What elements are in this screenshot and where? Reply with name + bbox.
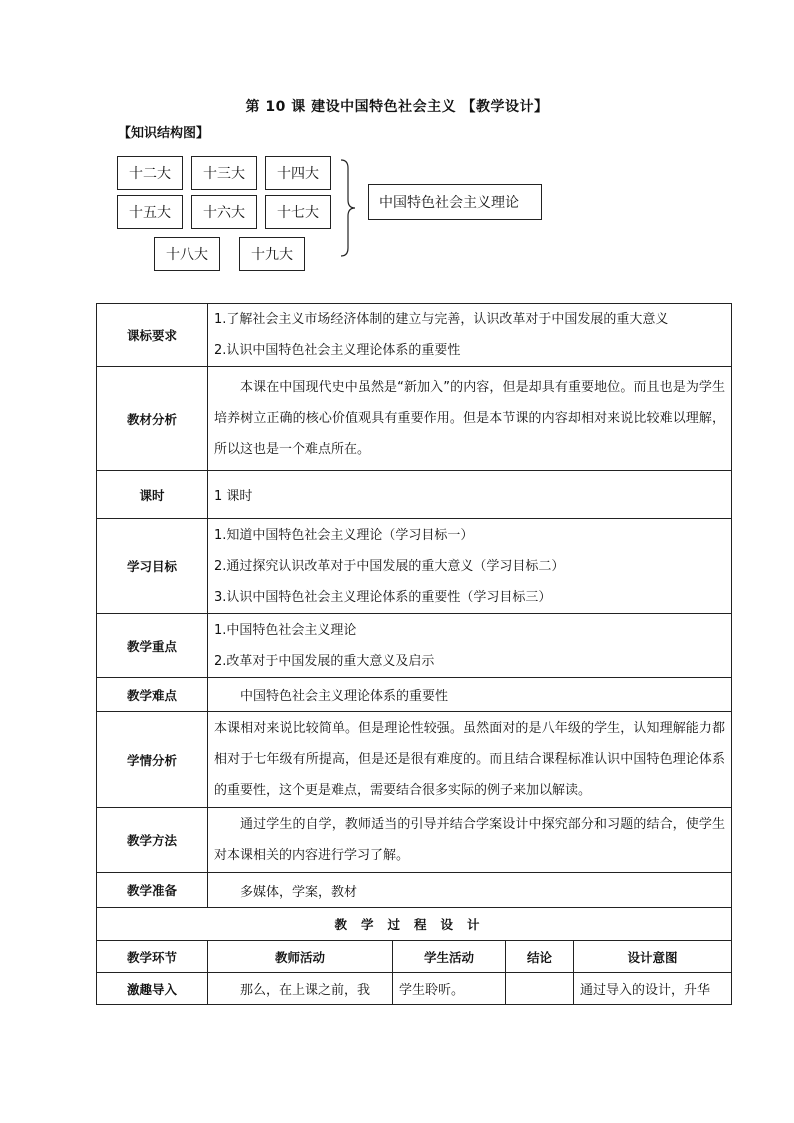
- process-header-row: [97, 941, 732, 973]
- goals-row: [97, 519, 732, 614]
- standards-line-2: 2.认识中国特色社会主义理论体系的重要性: [214, 343, 461, 358]
- column-header-conclusion: 结论: [506, 941, 574, 973]
- knowledge-structure-label: 【知识结构图】: [118, 126, 210, 141]
- standards-label: 课标要求: [97, 304, 208, 367]
- congress-box-12: 十二大: [117, 156, 183, 190]
- process-title-row: [97, 908, 732, 941]
- congress-box-16: 十六大: [191, 195, 257, 229]
- congress-box-17: 十七大: [265, 195, 331, 229]
- theory-box: 中国特色社会主义理论: [368, 184, 542, 220]
- process-title: 教学过程设计: [97, 908, 732, 941]
- prep-value: 多媒体，学案，教材: [208, 873, 732, 908]
- hours-row: [97, 471, 732, 519]
- key-points-content: [208, 614, 732, 678]
- method-row: [97, 808, 732, 873]
- process-row-intro: [97, 973, 732, 1005]
- material-text: 本课在中国现代史中虽然是“新加入”的内容，但是却具有重要地位。而且也是为学生培养树立正确的核心价值观具有重要作用。但是本节课的内容却相对来说比较难以理解，所以这也是一个难点所在。: [208, 367, 732, 471]
- key-point-line-1: 1.中国特色社会主义理论: [214, 622, 357, 638]
- key-point-line-2: 2.改革对于中国发展的重大意义及启示: [214, 653, 435, 669]
- teacher-activity-cell: 那么，在上课之前，我: [208, 973, 393, 1005]
- congress-box-14: 十四大: [265, 156, 331, 190]
- analysis-label: 学情分析: [97, 712, 208, 808]
- congress-box-19: 十九大: [239, 237, 305, 271]
- right-brace-icon: [338, 158, 360, 258]
- column-header-teacher: 教师活动: [208, 941, 393, 973]
- key-points-label: 教学重点: [97, 614, 208, 678]
- goal-line-3: 3.认识中国特色社会主义理论体系的重要性（学习目标三）: [214, 589, 552, 605]
- lesson-plan-table: [96, 303, 732, 1005]
- standards-line-1: 1.了解社会主义市场经济体制的建立与完善，认识改革对于中国发展的重大意义: [214, 312, 669, 327]
- prep-row: [97, 873, 732, 908]
- analysis-text: 本课相对来说比较简单。但是理论性较强。虽然面对的是八年级的学生，认知理解能力都相对于七年级有所提高，但是还是很有难度的。而且结合课程标准认识中国特色理论体系的重要性，这个更是难点，需要结合很多实际的例子来加以解读。: [208, 712, 732, 808]
- difficulty-row: [97, 678, 732, 712]
- congress-box-13: 十三大: [191, 156, 257, 190]
- method-text: 通过学生的自学，教师适当的引导并结合学案设计中探究部分和习题的结合，使学生对本课相关的内容进行学习了解。: [208, 808, 732, 873]
- hours-label: 课时: [97, 471, 208, 519]
- goals-content: [208, 519, 732, 614]
- column-header-student: 学生活动: [393, 941, 506, 973]
- standards-row: [97, 304, 732, 367]
- prep-label: 教学准备: [97, 873, 208, 908]
- goal-line-2: 2.通过探究认识改革对于中国发展的重大意义（学习目标二）: [214, 558, 565, 574]
- material-row: [97, 367, 732, 471]
- goal-line-1: 1.知道中国特色社会主义理论（学习目标一）: [214, 527, 474, 543]
- student-activity-cell: 学生聆听。: [393, 973, 506, 1005]
- document-title: 第 10 课 建设中国特色社会主义 【教学设计】: [245, 99, 549, 115]
- goals-label: 学习目标: [97, 519, 208, 614]
- conclusion-cell: [506, 973, 574, 1005]
- difficulty-value: 中国特色社会主义理论体系的重要性: [208, 678, 732, 712]
- column-header-intent: 设计意图: [574, 941, 732, 973]
- congress-box-18: 十八大: [154, 237, 220, 271]
- method-label: 教学方法: [97, 808, 208, 873]
- congress-box-15: 十五大: [117, 195, 183, 229]
- standards-content: [208, 304, 732, 367]
- key-points-row: [97, 614, 732, 678]
- analysis-row: [97, 712, 732, 808]
- difficulty-label: 教学难点: [97, 678, 208, 712]
- design-intent-cell: 通过导入的设计，升华: [574, 973, 732, 1005]
- material-label: 教材分析: [97, 367, 208, 471]
- hours-value: 1 课时: [208, 471, 732, 519]
- column-header-stage: 教学环节: [97, 941, 208, 973]
- stage-cell: 激趣导入: [97, 973, 208, 1005]
